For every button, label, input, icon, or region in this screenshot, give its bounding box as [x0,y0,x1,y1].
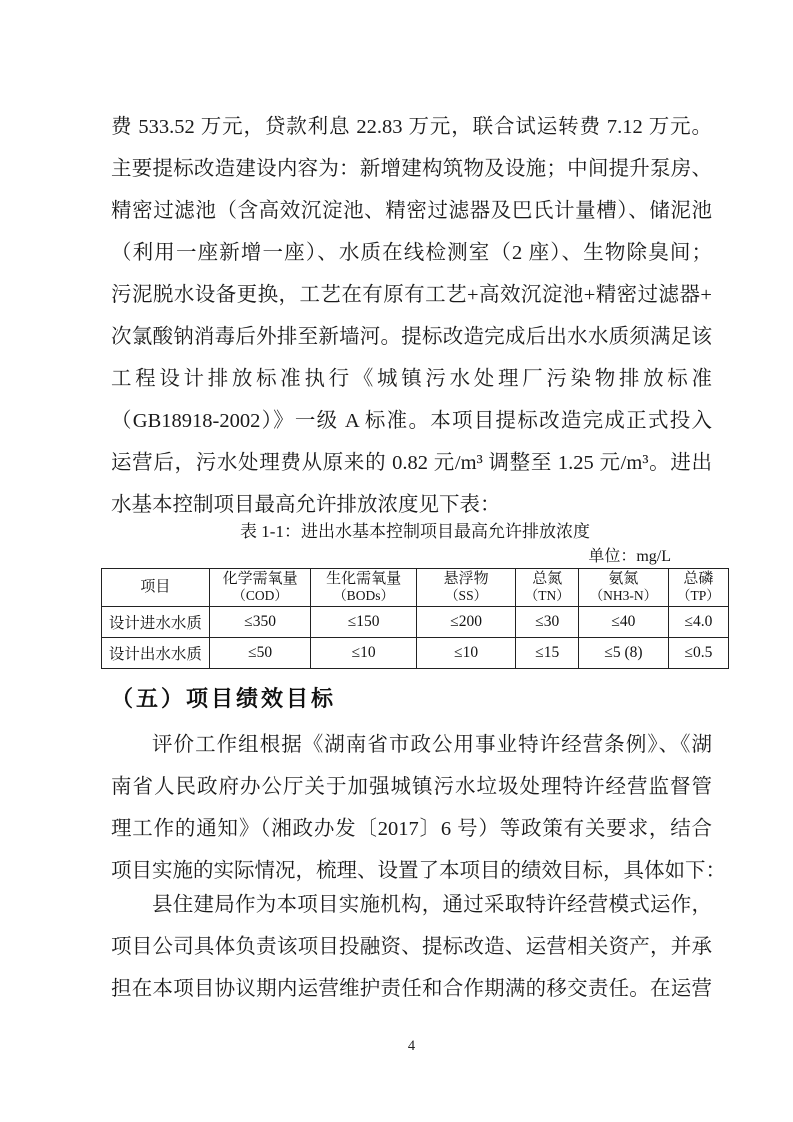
text-line: 次氯酸钠消毒后外排至新墙河。提标改造完成后出水水质须满足该 [111,326,712,348]
table-header-row [102,569,729,607]
limit-value: ≤10 [311,638,416,669]
text-line: 县住建局作为本项目实施机构，通过采取特许经营模式运作， [152,894,712,916]
column-header [311,569,416,607]
column-name: 项目 [140,579,171,595]
text-line: 精密过滤池（含高效沉淀池、精密过滤器及巴氏计量槽）、储泥池 [111,200,712,222]
text-line: （GB18918-2002）》一级 A 标准。本项目提标改造完成正式投入 [111,410,712,432]
text-line: 污泥脱水设备更换，工艺在有原有工艺+高效沉淀池+精密过滤器+ [111,284,712,306]
table-row [102,607,729,638]
limit-value: ≤5 (8) [579,638,669,669]
column-name: 总氮 [532,571,563,587]
column-abbreviation: （TN） [524,588,570,603]
limit-value: ≤50 [209,638,311,669]
text-line: 项目公司具体负责该项目投融资、提标改造、运营相关资产，并承 [111,936,712,958]
limit-value: ≤150 [311,607,416,638]
text-line: 工程设计排放标准执行《城镇污水处理厂污染物排放标准 [111,368,712,390]
column-header [102,569,210,607]
limit-value: ≤10 [416,638,516,669]
column-abbreviation: （TP） [677,588,720,603]
column-header [516,569,579,607]
column-name: 总磷 [683,571,714,587]
emission-limits-table [101,568,729,669]
limit-value: ≤30 [516,607,579,638]
page-number: 4 [407,1038,416,1054]
table-caption: 表 1-1：进出水基本控制项目最高允许排放浓度 [240,522,590,541]
text-line: 担在本项目协议期内运营维护责任和合作期满的移交责任。在运营 [111,978,712,1000]
table-unit-label: 单位：mg/L [588,548,671,565]
limit-value: ≤350 [209,607,311,638]
text-line: 水基本控制项目最高允许排放浓度见下表： [111,494,501,516]
row-label: 设计进水水质 [102,607,210,638]
limit-value: ≤200 [416,607,516,638]
limit-value: ≤4.0 [668,607,728,638]
column-name: 悬浮物 [443,571,489,587]
text-line: 运营后，污水处理费从原来的 0.82 元/m³ 调整至 1.25 元/m³。进出 [111,452,712,474]
section-heading: （五）项目绩效目标 [111,686,337,711]
text-line: 项目实施的实际情况，梳理、设置了本项目的绩效目标，具体如下： [111,860,726,882]
column-abbreviation: （SS） [445,588,488,603]
limit-value: ≤0.5 [668,638,728,669]
column-header [579,569,669,607]
column-header [416,569,516,607]
limit-value: ≤15 [516,638,579,669]
text-line: 理工作的通知》（湘政办发〔2017〕6 号）等政策有关要求，结合 [111,818,712,840]
text-line: （利用一座新增一座）、水质在线检测室（2 座）、生物除臭间； [111,242,712,264]
row-label: 设计出水水质 [102,638,210,669]
column-abbreviation: （BODs） [333,588,394,603]
column-name: 氨氮 [608,571,639,587]
column-name: 化学需氧量 [222,571,298,587]
text-line: 南省人民政府办公厅关于加强城镇污水垃圾处理特许经营监督管 [111,776,712,798]
paragraph-3 [111,884,712,1010]
limit-value: ≤40 [579,607,669,638]
table-row [102,638,729,669]
column-abbreviation: （COD） [232,588,288,603]
text-line: 评价工作组根据《湖南省市政公用事业特许经营条例》、《湖 [152,734,712,756]
text-line: 费 533.52 万元，贷款利息 22.83 万元，联合试运转费 7.12 万元。 [111,116,712,138]
column-header [209,569,311,607]
column-header [668,569,728,607]
paragraph-2 [111,724,726,892]
column-name: 生化需氧量 [326,571,402,587]
text-line: 主要提标改造建设内容为：新增建构筑物及设施；中间提升泵房、 [111,158,712,180]
paragraph-1 [111,106,712,526]
column-abbreviation: （NH3-N） [589,588,658,603]
